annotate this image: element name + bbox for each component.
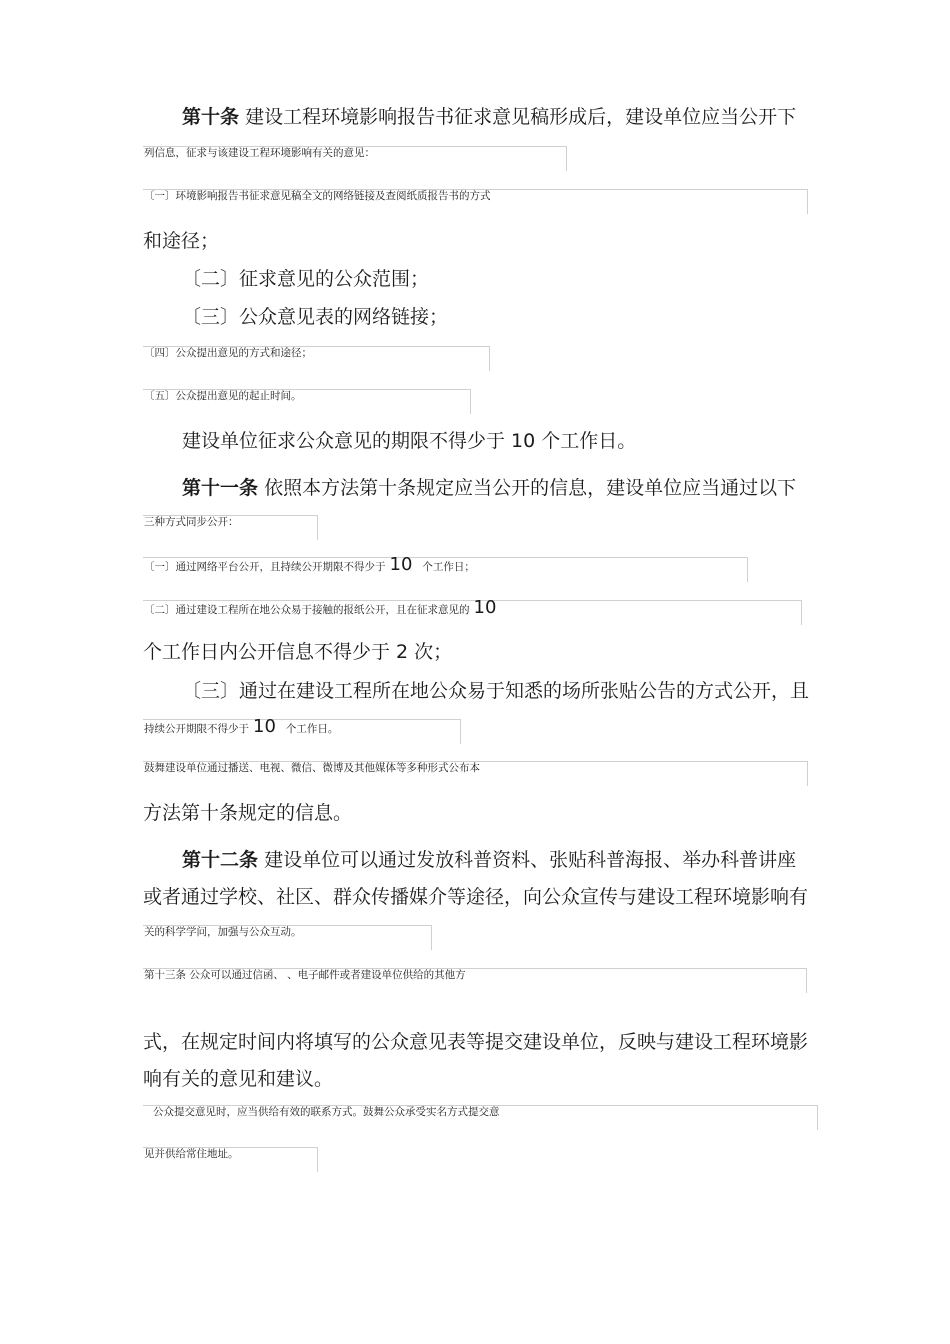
article-13-line-3: 响有关的意见和建议。 <box>143 1068 334 1090</box>
article-12-line-2: 或者通过学校、社区、群众传播媒介等途径，向公众宣传与建设工程环境影响有 <box>143 886 809 908</box>
article-13-para-2: 公众提交意见时，应当供给有效的联系方式。鼓舞公众承受实名方式提交意 <box>153 1106 500 1118</box>
article-13-para-2-cont: 见并供给常住地址。 <box>144 1148 239 1160</box>
article-10-item-4: 〔四〕公众提出意见的方式和途径； <box>144 347 312 359</box>
article-11-item-2-cont: 个工作日内公开信息不得少于 2 次； <box>143 641 453 663</box>
article-10-line-2: 列信息，征求与该建设工程环境影响有关的意见： <box>144 147 375 159</box>
article-11-label: 第十一条 <box>182 477 259 499</box>
article-12-line-3: 关的科学学问，加强与公众互动。 <box>144 926 302 938</box>
article-10-label: 第十条 <box>182 106 240 128</box>
article-11-item-3-cont <box>144 716 339 737</box>
article-10-para-2: 建设单位征求公众意见的期限不得少于 10 个工作日。 <box>182 430 637 452</box>
article-11-para-2-cont: 方法第十条规定的信息。 <box>143 802 353 824</box>
article-12-heading <box>182 847 796 873</box>
article-11-item-3-unit: 个工作日。 <box>285 723 339 735</box>
article-13-line-2: 式，在规定时间内将填写的公众意见表等提交建设单位，反映与建设工程环境影 <box>143 1031 809 1053</box>
article-11-item-3: 〔三〕通过在建设工程所在地公众易于知悉的场所张贴公告的方式公开，且 <box>182 680 810 702</box>
article-10-item-5: 〔五〕公众提出意见的起止时间。 <box>144 390 302 402</box>
article-11-heading <box>182 475 796 501</box>
article-11-text: 依照本方法第十条规定应当公开的信息，建设单位应当通过以下 <box>264 477 797 499</box>
article-11-line-2: 三种方式同步公开： <box>144 516 239 528</box>
article-13-line-1: 第十三条 公众可以通过信函、 、电子邮件或者建设单位供给的其他方 <box>144 969 466 981</box>
article-10-heading <box>182 104 796 130</box>
article-11-item-2-text: 〔二〕通过建设工程所在地公众易于接触的报纸公开，且在征求意见的 <box>144 604 470 616</box>
article-10-item-2: 〔二〕征求意见的公众范围； <box>182 268 430 290</box>
article-11-item-2-days: 10 <box>473 597 497 618</box>
article-11-item-1-unit: 个工作日； <box>422 561 475 573</box>
article-12-text: 建设单位可以通过发放科普资料、张贴科普海报、举办科普讲座 <box>264 849 797 871</box>
article-10-item-1: 〔一〕环境影响报告书征求意见稿全文的网络链接及查阅纸质报告书的方式 <box>144 190 491 202</box>
article-11-item-2 <box>144 597 506 618</box>
article-11-item-1-text: 〔一〕通过网络平台公开，且持续公开期限不得少于 <box>144 561 386 573</box>
article-10-text: 建设工程环境影响报告书征求意见稿形成后，建设单位应当公开下 <box>245 106 797 128</box>
article-10-item-3: 〔三〕公众意见表的网络链接； <box>182 306 449 328</box>
article-11-item-3-text: 持续公开期限不得少于 <box>144 723 249 735</box>
article-11-para-2: 鼓舞建设单位通过播送、电视、微信、微博及其他媒体等多种形式公布本 <box>144 762 480 774</box>
article-10-item-1-cont: 和途径； <box>143 230 220 252</box>
article-11-item-1 <box>144 554 475 575</box>
article-11-item-3-days: 10 <box>253 716 276 737</box>
article-11-item-1-days: 10 <box>389 554 413 575</box>
article-12-label: 第十二条 <box>182 849 259 871</box>
